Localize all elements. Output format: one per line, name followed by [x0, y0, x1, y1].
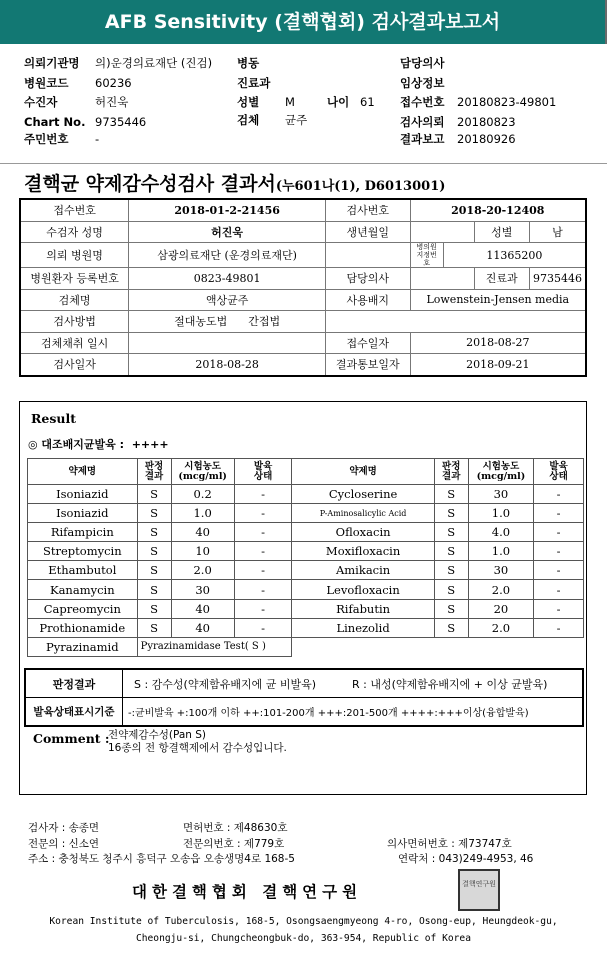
label-receive-date: 접수일자: [326, 332, 411, 354]
meta-sex: 성별 M: [237, 95, 295, 109]
footer-specialist-no: 전문의번호 : 제779호: [183, 838, 285, 850]
label-collect-date: 검체채취 일시: [20, 332, 129, 354]
pyrazinamid-row: [28, 637, 584, 656]
pyrazinamid-name: Pyrazinamid: [28, 637, 138, 656]
institute-address-en-1: Korean Institute of Tuberculosis, 168-5, Osongsaengmyeong 4-ro, Osong-eup, Heungdeok-gu,: [49, 916, 558, 927]
drug-row: [28, 599, 584, 618]
drug-row: [28, 485, 584, 504]
birth: [410, 221, 474, 243]
judge-result: S: [137, 485, 171, 504]
method: 절대농도법 간접법: [129, 311, 326, 333]
test-concentration: 10: [171, 542, 234, 561]
result-label: Result: [31, 411, 76, 426]
drug-name: Amikacin: [292, 561, 434, 580]
judge-label: 판정결과: [25, 669, 123, 698]
report-header-title: AFB Sensitivity (결핵협회) 검사결과보고서: [104, 11, 501, 33]
report-title: 결핵균 약제감수성검사 결과서(누601나(1), D6013001): [24, 173, 446, 195]
drug-name: P-Aminosalicylic Acid: [292, 504, 434, 523]
meta-hospital-code: 병원코드 60236: [24, 76, 132, 90]
meta-patient: 수진자 허진욱: [24, 95, 129, 109]
label-hospital: 의뢰 병원명: [20, 243, 129, 268]
label-doctor: 담당의사: [326, 268, 411, 290]
comment-text: 전약제감수성(Pan S) 16종의 전 항결핵제에서 감수성입니다.: [108, 729, 287, 754]
test-concentration: 30: [468, 485, 534, 504]
label-method: 검사방법: [20, 311, 129, 333]
dept: 9735446: [529, 268, 586, 290]
growth-label: 발육상태표시기준: [25, 698, 123, 727]
judge-result: S: [434, 542, 468, 561]
test-concentration: 40: [171, 523, 234, 542]
drug-row: [28, 561, 584, 580]
label-specimen: 검체명: [20, 289, 129, 311]
judge-result: S: [137, 523, 171, 542]
drug-row: [28, 523, 584, 542]
growth-text: -:균비발육 +:100개 이하 ++:101-200개 +++:201-500개 ++++:+++이상(융합발육): [123, 698, 584, 727]
drug-name: Isoniazid: [28, 504, 138, 523]
drug-name: Kanamycin: [28, 580, 138, 599]
test-concentration: 2.0: [468, 618, 534, 637]
test-concentration: 0.2: [171, 485, 234, 504]
drug-name: Cycloserine: [292, 485, 434, 504]
judge-text: S : 감수성(약제함유배지에 균 비발육) R : 내성(약제함유배지에 + 이상 균발육): [123, 669, 584, 698]
label-patient-name: 수검자 성명: [20, 221, 129, 243]
meta-dept: 진료과: [237, 76, 271, 90]
footer-contact: 연락처 : 043)249-4953, 46: [398, 853, 534, 865]
judge-result: S: [434, 504, 468, 523]
official-seal: 결핵연구원: [458, 869, 500, 911]
table-header: 약제명 판정 결과 시험농도 (mcg/ml) 발육 상태 약제명 판정 결과 시험농도 (mcg/ml) 발육 상태: [28, 459, 584, 485]
test-no: 2018-20-12408: [410, 199, 586, 221]
label-dept: 진료과: [474, 268, 529, 290]
legend-table: [24, 668, 584, 727]
reg-no: 0823-49801: [129, 268, 326, 290]
footer-address: 주소 : 충청북도 청주시 흥덕구 오송읍 오송생명4로 168-5: [28, 853, 295, 865]
label-birth: 생년월일: [326, 221, 411, 243]
meta-ward: 병동: [237, 56, 260, 70]
growth-status: -: [234, 523, 292, 542]
judge-result: S: [137, 599, 171, 618]
notify-date: 2018-09-21: [410, 354, 586, 376]
growth-status: -: [234, 618, 292, 637]
footer-doctor-license: 의사면허번호 : 제73747호: [387, 838, 512, 850]
report-header: [0, 0, 607, 44]
judge-result: S: [434, 580, 468, 599]
judge-result: S: [137, 561, 171, 580]
meta-chart-no: Chart No. 9735446: [24, 115, 147, 129]
label-test-date: 검사일자: [20, 354, 129, 376]
judge-result: S: [434, 523, 468, 542]
pyrazinamid-value: Pyrazinamidase Test( S ): [137, 637, 292, 656]
test-date: 2018-08-28: [129, 354, 326, 376]
growth-status: -: [534, 504, 584, 523]
growth-status: -: [234, 599, 292, 618]
meta-age: 나이 61: [327, 95, 375, 109]
drug-name: Streptomycin: [28, 542, 138, 561]
patient-name: 허진욱: [129, 221, 326, 243]
receive-date: 2018-08-27: [410, 332, 586, 354]
growth-status: -: [534, 580, 584, 599]
patient-info-table: [19, 198, 587, 377]
meta-report-date: 결과보고 20180926: [400, 132, 516, 146]
test-concentration: 1.0: [171, 504, 234, 523]
growth-status: -: [234, 485, 292, 504]
drug-row: [28, 542, 584, 561]
judge-result: S: [434, 485, 468, 504]
meta-clinical-info: 임상정보: [400, 76, 445, 90]
method-blank: [326, 311, 586, 333]
institute-name: 대한결핵협회 결핵연구원: [132, 882, 363, 901]
test-concentration: 40: [171, 599, 234, 618]
judge-result: S: [137, 542, 171, 561]
test-concentration: 30: [468, 561, 534, 580]
drug-row: [28, 580, 584, 599]
drug-name: Ethambutol: [28, 561, 138, 580]
drug-name: Linezolid: [292, 618, 434, 637]
drug-name: Ofloxacin: [292, 523, 434, 542]
doctor: [410, 268, 474, 290]
growth-status: -: [534, 485, 584, 504]
control-growth-value: ++++: [131, 438, 169, 451]
susceptibility-table: [27, 458, 584, 657]
meta-institution: 의뢰기관명 의)운경의료재단 (진검): [24, 56, 213, 70]
drug-name: Rifabutin: [292, 599, 434, 618]
drug-name: Rifampicin: [28, 523, 138, 542]
growth-status: -: [534, 599, 584, 618]
judge-result: S: [434, 618, 468, 637]
judge-result: S: [434, 599, 468, 618]
drug-name: Prothionamide: [28, 618, 138, 637]
growth-status: -: [234, 580, 292, 599]
growth-status: -: [534, 523, 584, 542]
growth-status: -: [534, 542, 584, 561]
meta-request-date: 검사의뢰 20180823: [400, 115, 516, 129]
receipt-no: 2018-01-2-21456: [129, 199, 326, 221]
label-notify-date: 결과통보일자: [326, 354, 411, 376]
test-concentration: 1.0: [468, 542, 534, 561]
divider: [0, 163, 607, 164]
judge-result: S: [137, 580, 171, 599]
test-concentration: 40: [171, 618, 234, 637]
test-concentration: 4.0: [468, 523, 534, 542]
meta-doctor: 담당의사: [400, 56, 445, 70]
label-reg-no: 병원환자 등록번호: [20, 268, 129, 290]
judge-result: S: [137, 504, 171, 523]
report-subtitle: (누601나(1), D6013001): [275, 179, 446, 194]
drug-name: Moxifloxacin: [292, 542, 434, 561]
comment-label: Comment :: [33, 731, 110, 746]
growth-status: -: [534, 618, 584, 637]
specimen: 액상균주: [129, 289, 326, 311]
hospital: 삼광의료재단 (운경의료재단): [129, 243, 326, 268]
growth-status: -: [534, 561, 584, 580]
test-concentration: 30: [171, 580, 234, 599]
medium: Lowenstein-Jensen media: [410, 289, 586, 311]
meta-resident-no: 주민번호 -: [24, 132, 100, 146]
footer-examiner: 검사자 : 송종면: [28, 822, 100, 834]
growth-status: -: [234, 542, 292, 561]
drug-name: Levofloxacin: [292, 580, 434, 599]
label-medium: 사용배지: [326, 289, 411, 311]
label-hospital-code: 병의원 지정번호: [410, 243, 443, 268]
sex: 남: [529, 221, 586, 243]
growth-status: -: [234, 504, 292, 523]
drug-name: Isoniazid: [28, 485, 138, 504]
label-receipt-no: 접수번호: [20, 199, 129, 221]
drug-row: [28, 504, 584, 523]
judge-result: S: [434, 561, 468, 580]
meta-receipt-no: 접수번호 20180823-49801: [400, 95, 557, 109]
growth-status: -: [234, 561, 292, 580]
collect-date: [129, 332, 326, 354]
drug-row: [28, 618, 584, 637]
meta-specimen: 검체 균주: [237, 113, 308, 127]
label-doctor-top: [326, 243, 411, 268]
test-concentration: 1.0: [468, 504, 534, 523]
label-test-no: 검사번호: [326, 199, 411, 221]
institute-address-en-2: Cheongju-si, Chungcheongbuk-do, 363-954, Republic of Korea: [135, 933, 471, 944]
drug-name: Capreomycin: [28, 599, 138, 618]
test-concentration: 2.0: [171, 561, 234, 580]
footer-specialist: 전문의 : 신소연: [28, 838, 100, 850]
label-sex: 성별: [474, 221, 529, 243]
hospital-code: 11365200: [443, 243, 586, 268]
judge-result: S: [137, 618, 171, 637]
test-concentration: 2.0: [468, 580, 534, 599]
test-concentration: 20: [468, 599, 534, 618]
control-growth: ◎ 대조배지균발육 : ++++: [28, 438, 169, 451]
footer-license: 면허번호 : 제48630호: [183, 822, 288, 834]
